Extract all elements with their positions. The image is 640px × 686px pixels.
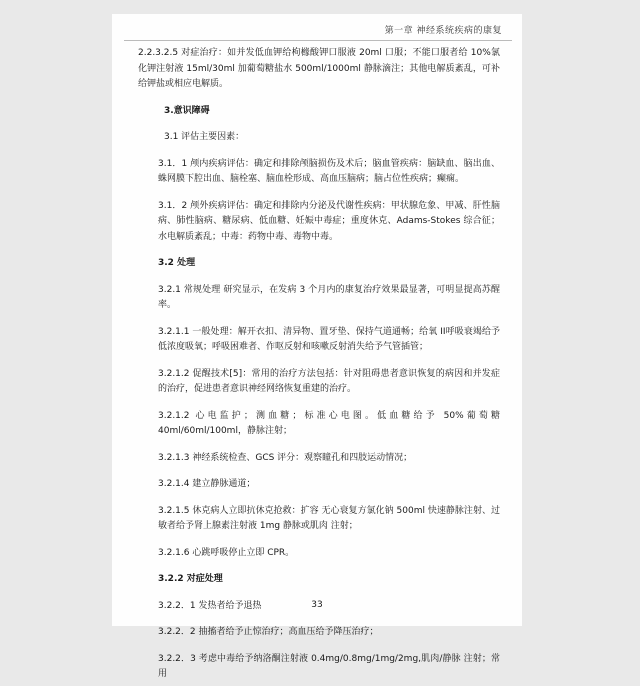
paragraph-3-2-1-1: 3.2.1.1 一般处理：解开衣扣、清异物、置牙垫、保持气道通畅；给氧 II呼吸衰竭给予低浓度吸氧；呼吸困难者、作呕反射和咳嗽反射消失给予气管插管； [158,326,500,352]
paragraph-3-1-2: 3.1．2 颅外疾病评估：确定和排除内分泌及代谢性疾病：甲状腺危象、甲减、肝性脑病、肺性脑病、糖尿病、低血糖、妊娠中毒症；重度休克、Adams-Stokes 综合征；水电解质紊乱；中毒：药物中毒、毒物中毒。 [158,200,500,242]
page-body [138,46,500,686]
paragraph-3-2-1-6: 3.2.1.6 心跳呼吸停止立即 CPR。 [158,547,295,558]
paragraph-3-2-1: 3.2.1 常规处理 研究显示，在发病 3 个月内的康复治疗效果最显著，可明显提高苏醒率。 [158,284,500,310]
page-number: 33 [311,600,323,610]
paragraph-3-2-2-1: 3.2.2．1 发热者给予退热 [158,600,262,611]
document-page [112,14,522,679]
paragraph-3-2-1-2a: 3.2.1.2 促醒技术[5]：常用的治疗方法包括：针对阻碍患者意识恢复的病因和并发症的治疗，促进患者意识神经网络恢复重建的治疗。 [158,368,500,394]
heading-3-1: 3.1 评估主要因素： [164,132,245,142]
paragraph-3-2-2-2: 3.2.2．2 抽搐者给予止惊治疗；高血压给予降压治疗； [158,627,379,637]
paragraph-3-2-1-5: 3.2.1.5 休克病人立即抗休克抢救：扩容 无心衰复方氯化钠 500ml 快速静脉注射、过敏者给予肾上腺素注射液 1mg 静脉或肌肉 注射； [158,505,500,531]
heading-3-consciousness: 3.意识障碍 [164,105,210,116]
paragraph-3-2-1-2b: 3.2.1.2 心电监护；测血糖；标准心电图。低血糖给予 50%葡萄糖 40ml/60ml/100ml，静脉注射； [158,410,500,436]
heading-3-2-2: 3.2.2 对症处理 [158,574,223,584]
paragraph-3-2-1-3: 3.2.1.3 神经系统检查、GCS 评分：观察瞳孔和四肢运动情况； [158,452,413,463]
running-header: 第一章 神经系统疾病的康复 [384,26,502,36]
heading-3-2: 3.2 处理 [158,258,196,268]
paragraph-3-2-2-3: 3.2.2．3 考虑中毒给予纳洛酮注射液 0.4mg/0.8mg/1mg/2mg,肌肉/静脉 注射；常用 [158,653,500,679]
paragraph-2-2-3-2-5: 2.2.3.2.5 对症治疗：如并发低血钾给枸橼酸钾口服液 20ml 口服；不能口服者给 10%氯化钾注射液 15ml/30ml 加葡萄糖盐水 500ml/1000ml 静脉滴注；其他电解质紊乱，可补给钾盐或相应电解质。 [138,48,500,89]
paragraph-3-2-1-4: 3.2.1.4 建立静脉通道； [158,479,256,489]
header-rule [124,40,512,41]
paragraph-3-1-1: 3.1．1 颅内疾病评估：确定和排除颅脑损伤及术后；脑血管疾病：脑缺血、脑出血、蛛网膜下腔出血、脑栓塞、脑血栓形成、高血压脑病；脑占位性疾病；癫痫。 [158,158,500,184]
